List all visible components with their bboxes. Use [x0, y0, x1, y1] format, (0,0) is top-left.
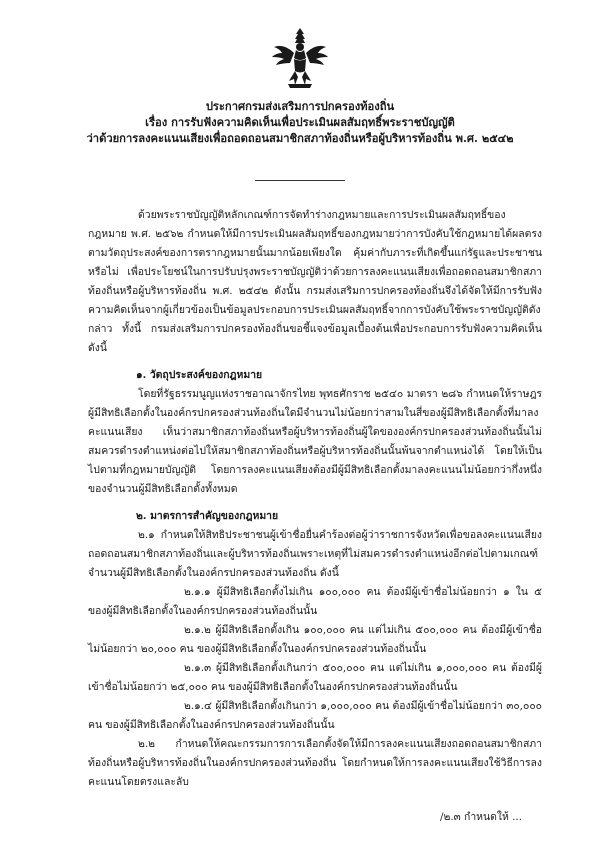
clause-2-1-4: ๒.๑.๔ ผู้มีสิทธิเลือกตั้งเกินกว่า ๑,๐๐๐,๐๐๐ คน ต้องมีผู้เข้าชื่อไม่น้อยกว่า ๓๐,๐๐๐ คน ของผู้มีสิทธิเลือกตั้งในองค์กรปกครองส่วนท้องถิ่นนั้น — [88, 700, 542, 731]
subject-line: เรื่อง การรับฟังความคิดเห็นเพื่อประเมินผลสัมฤทธิ์พระราชบัญญัติ — [145, 115, 455, 129]
intro-paragraph: ด้วยพระราชบัญญัติหลักเกณฑ์การจัดทำร่างกฎหมายและการประเมินผลสัมฤทธิ์ของกฎหมาย พ.ศ. ๒๕๖๒ กำหนดให้มีการประเมินผลสัมฤทธิ์ของกฎหมายว่าการบังคับใช้กฎหมายได้ผลตรงตามวัตถุประสงค์ของการตรากฎหมายนั้นมากน้อยเพียงใด คุ้มค่ากับภาระที่เกิดขึ้นแก่รัฐและประชาชนหรือไม่ เพื่อประโยชน์ในการปรับปรุงพระราชบัญญัติว่าด้วยการลงคะแนนเสียงเพื่อถอดถอนสมาชิกสภาท้องถิ่นหรือผู้บริหารท้องถิ่น พ.ศ. ๒๕๔๒ ดังนั้น กรมส่งเสริมการปกครองท้องถิ่นจึงได้จัดให้มีการรับฟังความคิดเห็นจากผู้เกี่ยวข้องเป็นข้อมูลประกอบการประเมินผลสัมฤทธิ์จากการบังคับใช้พระราชบัญญัติดังกล่าว ทั้งนี้ กรมส่งเสริมการปกครองท้องถิ่นขอชี้แจงข้อมูลเบื้องต้นเพื่อประกอบการรับฟังความคิดเห็น ดังนี้ — [88, 209, 542, 354]
document-body — [88, 206, 542, 792]
section-2-heading: ๒. มาตรการสำคัญของกฎหมาย — [136, 510, 279, 522]
clause-2-2: ๒.๒ กำหนดให้คณะกรรมการการเลือกตั้งจัดให้มีการลงคะแนนเสียงถอดถอนสมาชิกสภาท้องถิ่นหรือผู้บริหารท้องถิ่นในองค์กรปกครองส่วนท้องถิ่น โดยกำหนดให้การลงคะแนนเสียงใช้วิธีการลงคะแนนโดยตรงและลับ — [88, 738, 542, 788]
garuda-emblem-icon — [270, 26, 330, 90]
section-1-paragraph: โดยที่รัฐธรรมนูญแห่งราชอาณาจักรไทย พุทธศักราช ๒๕๔๐ มาตรา ๒๘๖ กำหนดให้ราษฎรผู้มีสิทธิเลือกตั้งในองค์กรปกครองส่วนท้องถิ่นใดมีจำนวนไม่น้อยกว่าสามในสี่ของผู้มีสิทธิเลือกตั้งที่มาลงคะแนนเสียง เห็นว่าสมาชิกสภาท้องถิ่นหรือผู้บริหารท้องถิ่นผู้ใดขององค์กรปกครองส่วนท้องถิ่นนั้นไม่สมควรดำรงตำแหน่งต่อไปให้สมาชิกสภาท้องถิ่นหรือผู้บริหารท้องถิ่นนั้นพ้นจากตำแหน่งได้ โดยให้เป็นไปตามที่กฎหมายบัญญัติ โดยการลงคะแนนเสียงต้องมีผู้มีสิทธิเลือกตั้งมาลงคะแนนไม่น้อยกว่ากึ่งหนึ่งของจำนวนผู้มีสิทธิเลือกตั้งทั้งหมด — [88, 388, 542, 495]
section-1-heading: ๑. วัตถุประสงค์ของกฎหมาย — [136, 369, 263, 381]
continuation-note: /๒.๓ กำหนดให้ ... — [440, 811, 523, 823]
subject-line-2: ว่าด้วยการลงคะแนนเสียงเพื่อถอดถอนสมาชิกสภาท้องถิ่นหรือผู้บริหารท้องถิ่น พ.ศ. ๒๕๔๒ — [86, 131, 514, 145]
clause-2-1-3: ๒.๑.๓ ผู้มีสิทธิเลือกตั้งเกินกว่า ๕๐๐,๐๐๐ คน แต่ไม่เกิน ๑,๐๐๐,๐๐๐ คน ต้องมีผู้เข้าชื่อไม่น้อยกว่า ๒๕,๐๐๐ คน ของผู้มีสิทธิเลือกตั้งในองค์กรปกครองส่วนท้องถิ่นนั้น — [88, 662, 542, 693]
header-divider — [255, 180, 345, 181]
agency-title: ประกาศกรมส่งเสริมการปกครองท้องถิ่น — [205, 99, 395, 113]
clause-2-1-1: ๒.๑.๑ ผู้มีสิทธิเลือกตั้งไม่เกิน ๑๐๐,๐๐๐ คน ต้องมีผู้เข้าชื่อไม่น้อยกว่า ๑ ใน ๕ ของผู้มีสิทธิเลือกตั้งในองค์กรปกครองส่วนท้องถิ่นนั้น — [88, 586, 542, 617]
clause-2-1-2: ๒.๑.๒ ผู้มีสิทธิเลือกตั้งเกิน ๑๐๐,๐๐๐ คน แต่ไม่เกิน ๕๐๐,๐๐๐ คน ต้องมีผู้เข้าชื่อไม่น้อยกว่า ๒๐,๐๐๐ คน ของผู้มีสิทธิเลือกตั้งในองค์กรปกครองส่วนท้องถิ่นนั้น — [88, 624, 542, 655]
clause-2-1: ๒.๑ กำหนดให้สิทธิประชาชนผู้เข้าชื่อยื่นคำร้องต่อผู้ว่าราชการจังหวัดเพื่อขอลงคะแนนเสียงถอดถอนสมาชิกสภาท้องถิ่นและผู้บริหารท้องถิ่นเพราะเหตุที่ไม่สมควรดำรงตำแหน่งอีกต่อไปตามเกณฑ์จำนวนผู้มีสิทธิเลือกตั้งในองค์กรปกครองส่วนท้องถิ่น ดังนี้ — [88, 529, 542, 579]
announcement-header — [40, 98, 560, 146]
